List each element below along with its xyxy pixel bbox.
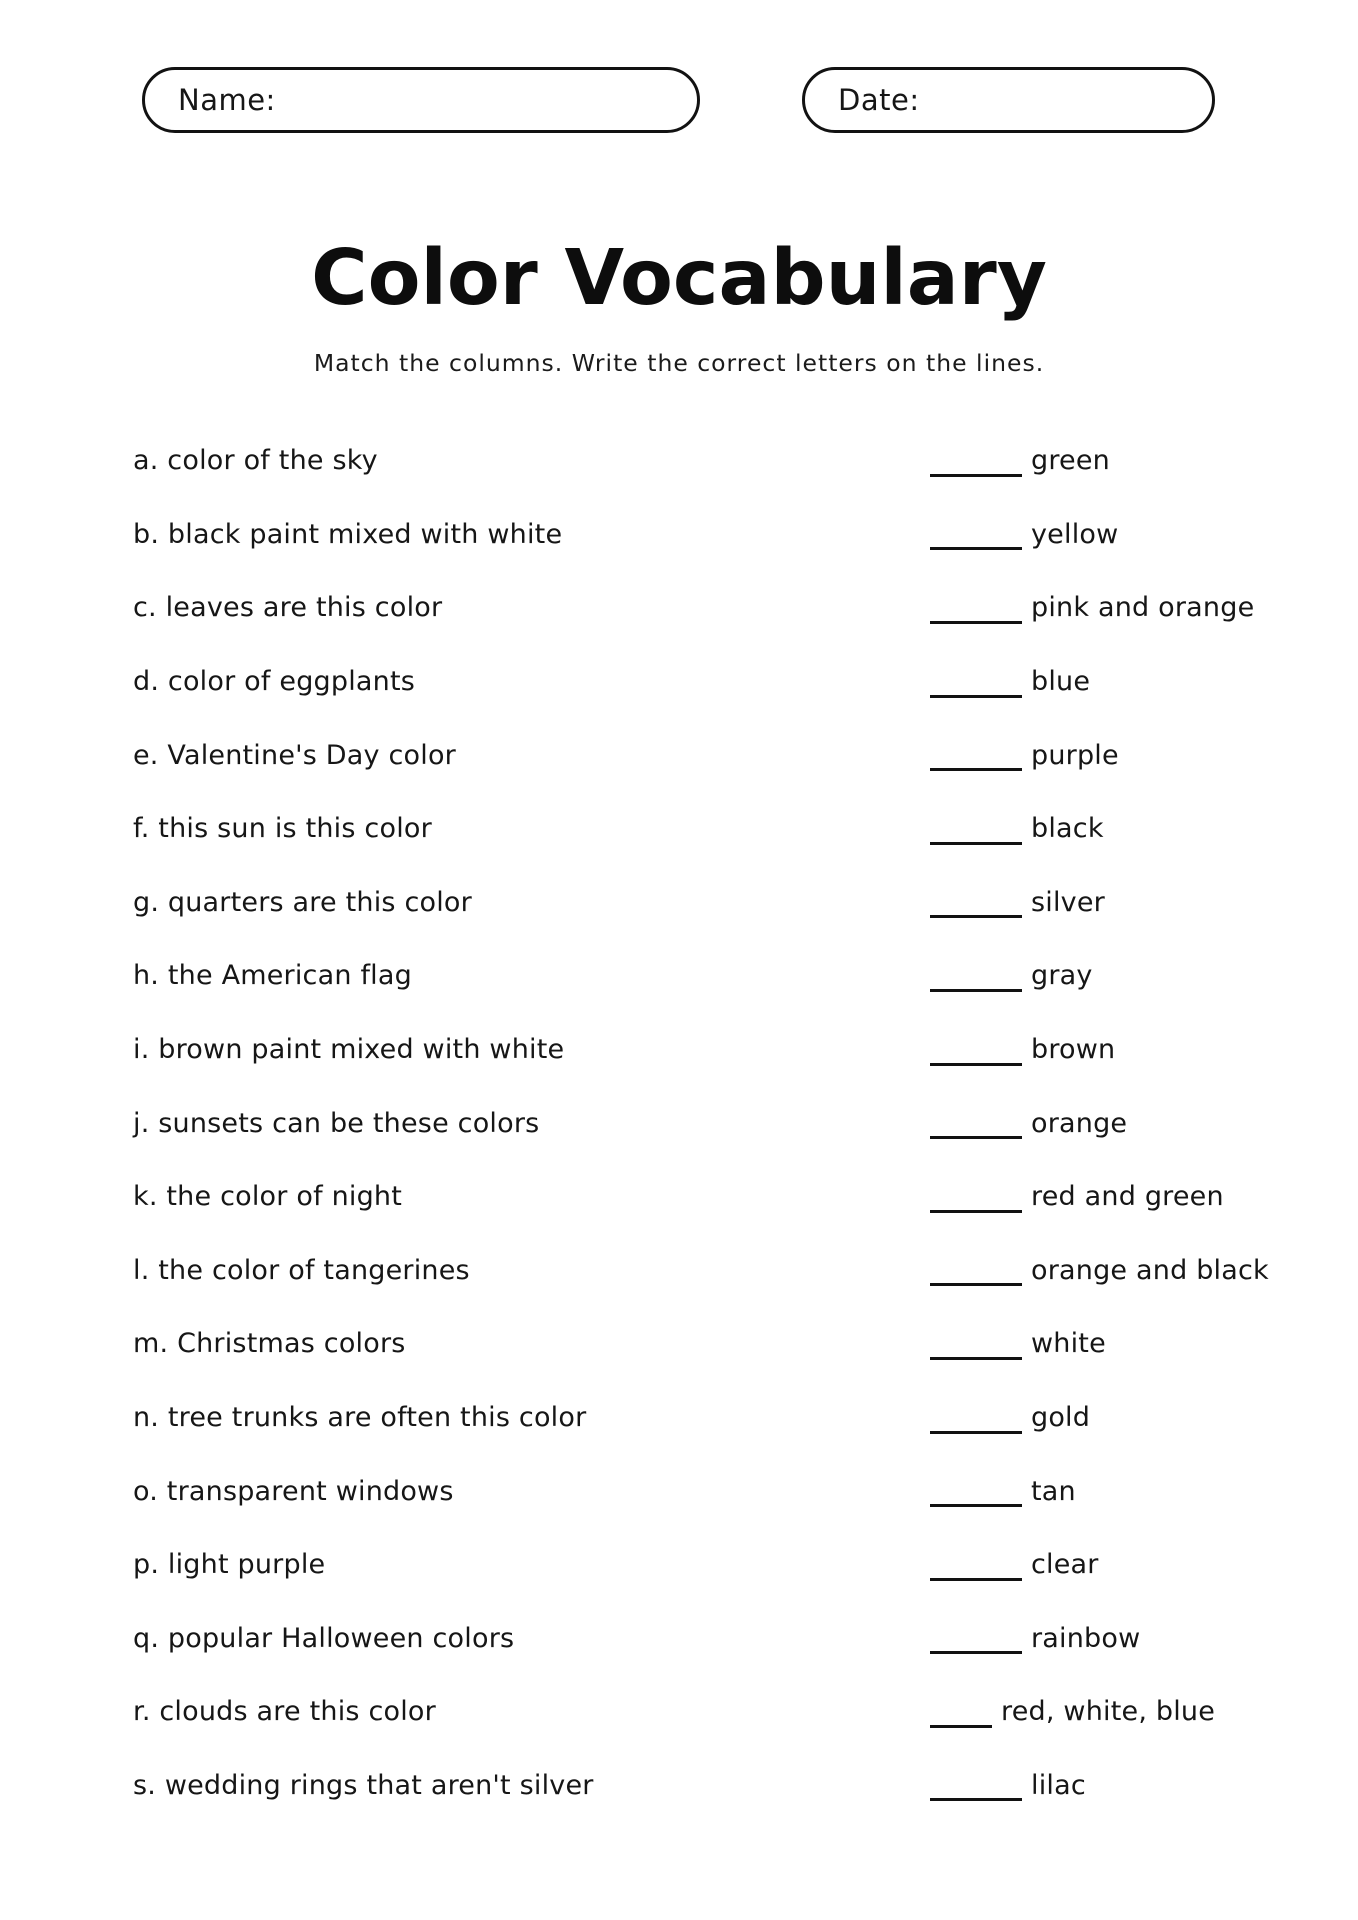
- answer-blank-line[interactable]: [930, 1577, 1022, 1581]
- answer-blank-line[interactable]: [930, 473, 1022, 477]
- worksheet-row: [133, 866, 1358, 940]
- instructions-text: Match the columns. Write the correct letters on the lines.: [313, 349, 1045, 377]
- clue-text: c. leaves are this color: [133, 592, 443, 624]
- answer-word: clear: [1031, 1549, 1099, 1581]
- answer-blank-line[interactable]: [930, 1062, 1022, 1066]
- clue-text: i. brown paint mixed with white: [133, 1034, 565, 1066]
- answer-cell: [930, 1160, 1224, 1234]
- worksheet-row: [133, 718, 1358, 792]
- clue-text: l. the color of tangerines: [133, 1254, 470, 1286]
- answer-blank-line[interactable]: [930, 988, 1022, 992]
- answer-blank-line[interactable]: [930, 1650, 1022, 1654]
- answer-cell: [930, 1381, 1090, 1455]
- page-title: Color Vocabulary: [311, 234, 1047, 323]
- date-label: Date:: [838, 83, 920, 117]
- answer-blank-line[interactable]: [930, 1135, 1022, 1139]
- answer-cell: [930, 792, 1104, 866]
- clue-text: n. tree trunks are often this color: [133, 1402, 587, 1434]
- answer-cell: [930, 1013, 1115, 1087]
- answer-word: blue: [1031, 666, 1091, 698]
- answer-blank-line[interactable]: [930, 1282, 1022, 1286]
- answer-blank-line[interactable]: [930, 914, 1022, 918]
- answer-cell: [930, 571, 1254, 645]
- answer-blank-line[interactable]: [930, 694, 1022, 698]
- answer-blank-line[interactable]: [930, 1356, 1022, 1360]
- worksheet-row: [133, 1749, 1358, 1823]
- answer-cell: [930, 1454, 1076, 1528]
- answer-word: red, white, blue: [1001, 1696, 1216, 1728]
- worksheet-row: [133, 1160, 1358, 1234]
- answer-word: red and green: [1031, 1181, 1224, 1213]
- answer-word: brown: [1031, 1034, 1116, 1066]
- clue-text: m. Christmas colors: [133, 1328, 406, 1360]
- worksheet-row: [133, 1234, 1358, 1308]
- answer-word: pink and orange: [1031, 592, 1255, 624]
- answer-cell: [930, 424, 1110, 498]
- answer-word: black: [1031, 813, 1104, 845]
- answer-word: gray: [1031, 960, 1093, 992]
- answer-blank-line[interactable]: [930, 1724, 992, 1728]
- clue-text: o. transparent windows: [133, 1475, 454, 1507]
- answer-word: gold: [1031, 1402, 1091, 1434]
- answer-blank-line[interactable]: [930, 767, 1022, 771]
- clue-text: s. wedding rings that aren't silver: [133, 1769, 594, 1801]
- worksheet-row: [133, 1602, 1358, 1676]
- answer-word: lilac: [1031, 1769, 1086, 1801]
- matching-exercise: [133, 424, 1358, 1822]
- answer-cell: [930, 718, 1119, 792]
- answer-blank-line[interactable]: [930, 841, 1022, 845]
- clue-text: g. quarters are this color: [133, 886, 472, 918]
- answer-blank-line[interactable]: [930, 1209, 1022, 1213]
- clue-text: k. the color of night: [133, 1181, 403, 1213]
- answer-blank-line[interactable]: [930, 1503, 1022, 1507]
- answer-cell: [930, 1234, 1269, 1308]
- answer-word: tan: [1031, 1475, 1076, 1507]
- worksheet-row: [133, 792, 1358, 866]
- clue-text: b. black paint mixed with white: [133, 518, 563, 550]
- answer-blank-line[interactable]: [930, 620, 1022, 624]
- answer-word: silver: [1031, 886, 1105, 918]
- worksheet-row: [133, 1454, 1358, 1528]
- answer-cell: [930, 1307, 1106, 1381]
- answer-blank-line[interactable]: [930, 546, 1022, 550]
- name-field[interactable]: [142, 67, 700, 133]
- clue-text: d. color of eggplants: [133, 666, 416, 698]
- clue-text: j. sunsets can be these colors: [133, 1107, 540, 1139]
- answer-blank-line[interactable]: [930, 1797, 1022, 1801]
- answer-cell: [930, 866, 1105, 940]
- worksheet-row: [133, 939, 1358, 1013]
- answer-cell: [930, 1602, 1140, 1676]
- clue-text: e. Valentine's Day color: [133, 739, 456, 771]
- answer-cell: [930, 645, 1090, 719]
- worksheet-row: [133, 1675, 1358, 1749]
- clue-text: h. the American flag: [133, 960, 412, 992]
- worksheet-row: [133, 424, 1358, 498]
- name-label: Name:: [178, 83, 276, 117]
- answer-cell: [930, 1086, 1127, 1160]
- answer-word: orange: [1031, 1107, 1128, 1139]
- clue-text: a. color of the sky: [133, 445, 378, 477]
- date-field[interactable]: [802, 67, 1215, 133]
- clue-text: f. this sun is this color: [133, 813, 432, 845]
- worksheet-row: [133, 1013, 1358, 1087]
- answer-cell: [930, 1528, 1099, 1602]
- clue-text: r. clouds are this color: [133, 1696, 436, 1728]
- answer-cell: [930, 498, 1118, 572]
- worksheet-row: [133, 1381, 1358, 1455]
- answer-cell: [930, 1675, 1215, 1749]
- answer-cell: [930, 1749, 1086, 1823]
- answer-word: orange and black: [1031, 1254, 1269, 1286]
- answer-word: yellow: [1031, 518, 1119, 550]
- worksheet-row: [133, 645, 1358, 719]
- answer-word: rainbow: [1031, 1622, 1141, 1654]
- worksheet-row: [133, 571, 1358, 645]
- answer-cell: [930, 939, 1093, 1013]
- clue-text: p. light purple: [133, 1549, 326, 1581]
- answer-word: purple: [1031, 739, 1119, 771]
- worksheet-row: [133, 498, 1358, 572]
- worksheet-row: [133, 1528, 1358, 1602]
- worksheet-row: [133, 1307, 1358, 1381]
- answer-word: white: [1031, 1328, 1106, 1360]
- answer-word: green: [1031, 445, 1110, 477]
- clue-text: q. popular Halloween colors: [133, 1622, 515, 1654]
- worksheet-row: [133, 1086, 1358, 1160]
- answer-blank-line[interactable]: [930, 1430, 1022, 1434]
